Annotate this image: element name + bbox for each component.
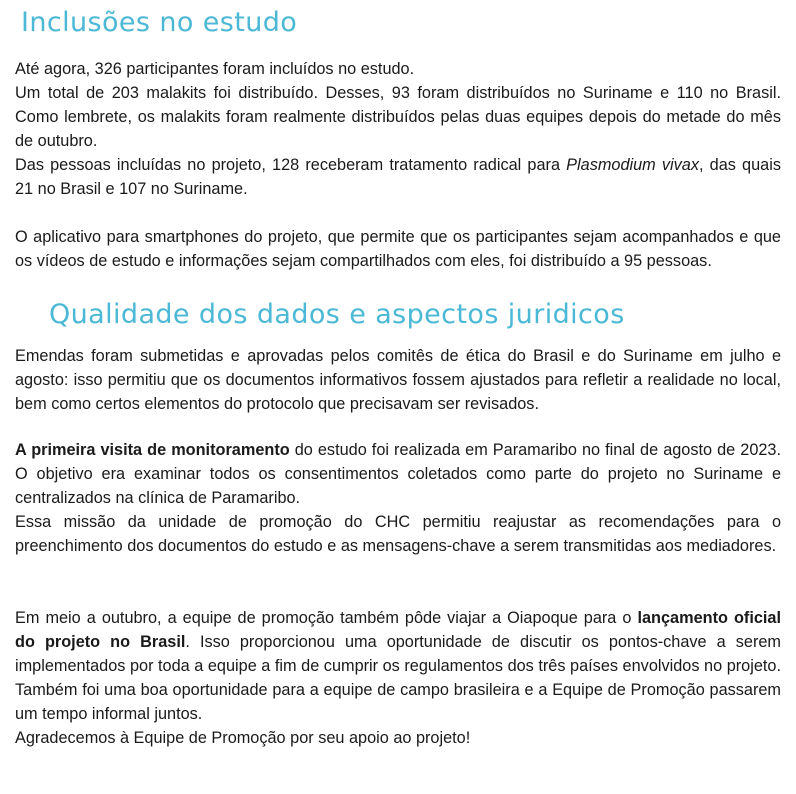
- radical-treatment-text-end: , das quais 21 no Brasil e 107 no Suriname.: [15, 156, 781, 198]
- paragraph-gap: [15, 201, 781, 225]
- species-name: Plasmodium vivax: [566, 156, 699, 174]
- monitoring-text-block: [15, 438, 781, 558]
- monitoring-visit-paragraph: [15, 438, 781, 510]
- thanks-paragraph: Agradecemos à Equipe de Promoção por seu apoio ao projeto!: [15, 729, 471, 747]
- promotion-mission-paragraph: Essa missão da unidade de promoção do CHC permitiu reajustar as recomendações para o preenchimento dos documentos do estudo e as mensagens-chave a serem transmitidas aos mediadores.: [15, 513, 781, 555]
- participants-included-paragraph: Até agora, 326 participantes foram incluídos no estudo.: [15, 60, 415, 78]
- section-heading-data-quality: Qualidade dos dados e aspectos juridicos: [49, 299, 625, 330]
- official-launch-paragraph: [15, 606, 781, 726]
- smartphone-app-paragraph: O aplicativo para smartphones do projeto, que permite que os participantes sejam acompanhados e que os vídeos de estudo e informações sejam compartilhados com eles, foi distribuído a 95 pessoas.: [15, 228, 781, 270]
- inclusions-text-block: [15, 57, 781, 273]
- official-launch-text-end: . Isso proporcionou uma oportunidade de discutir os pontos-chave a serem implementados por toda a equipe a fim de cumprir os regulamentos dos três países envolvidos no projeto. Também foi uma boa oportunidade para a equipe de campo brasileira e a Equipe de Promoção passarem um tempo informal juntos.: [15, 633, 781, 723]
- monitoring-visit-highlight: A primeira visita de monitoramento: [15, 441, 290, 459]
- section-heading-inclusions: Inclusões no estudo: [21, 7, 298, 38]
- amendments-text-block: [15, 344, 781, 416]
- official-launch-text: Em meio a outubro, a equipe de promoção também pôde viajar a Oiapoque para o: [15, 609, 638, 627]
- official-launch-highlight: lançamento oficial do projeto no Brasil: [15, 609, 781, 651]
- launch-text-block: [15, 606, 781, 750]
- amendments-paragraph: Emendas foram submetidas e aprovadas pelos comitês de ética do Brasil e do Suriname em julho e agosto: isso permitiu que os documentos informativos fossem ajustados para refletir a realidade no local, bem como certos elementos do protocolo que precisavam ser revisados.: [15, 347, 781, 413]
- radical-treatment-paragraph: [15, 153, 781, 201]
- malakits-distribution-paragraph: Um total de 203 malakits foi distribuído. Desses, 93 foram distribuídos no Suriname e 110 no Brasil. Como lembrete, os malakits foram realmente distribuídos pelas duas equipes depois do metade do mês de outubro.: [15, 84, 781, 150]
- radical-treatment-text: Das pessoas incluídas no projeto, 128 receberam tratamento radical para: [15, 156, 567, 174]
- monitoring-visit-text: do estudo foi realizada em Paramaribo no final de agosto de 2023. O objetivo era examinar todos os consentimentos coletados como parte do projeto no Suriname e centralizados na clínica de Paramaribo.: [15, 441, 782, 507]
